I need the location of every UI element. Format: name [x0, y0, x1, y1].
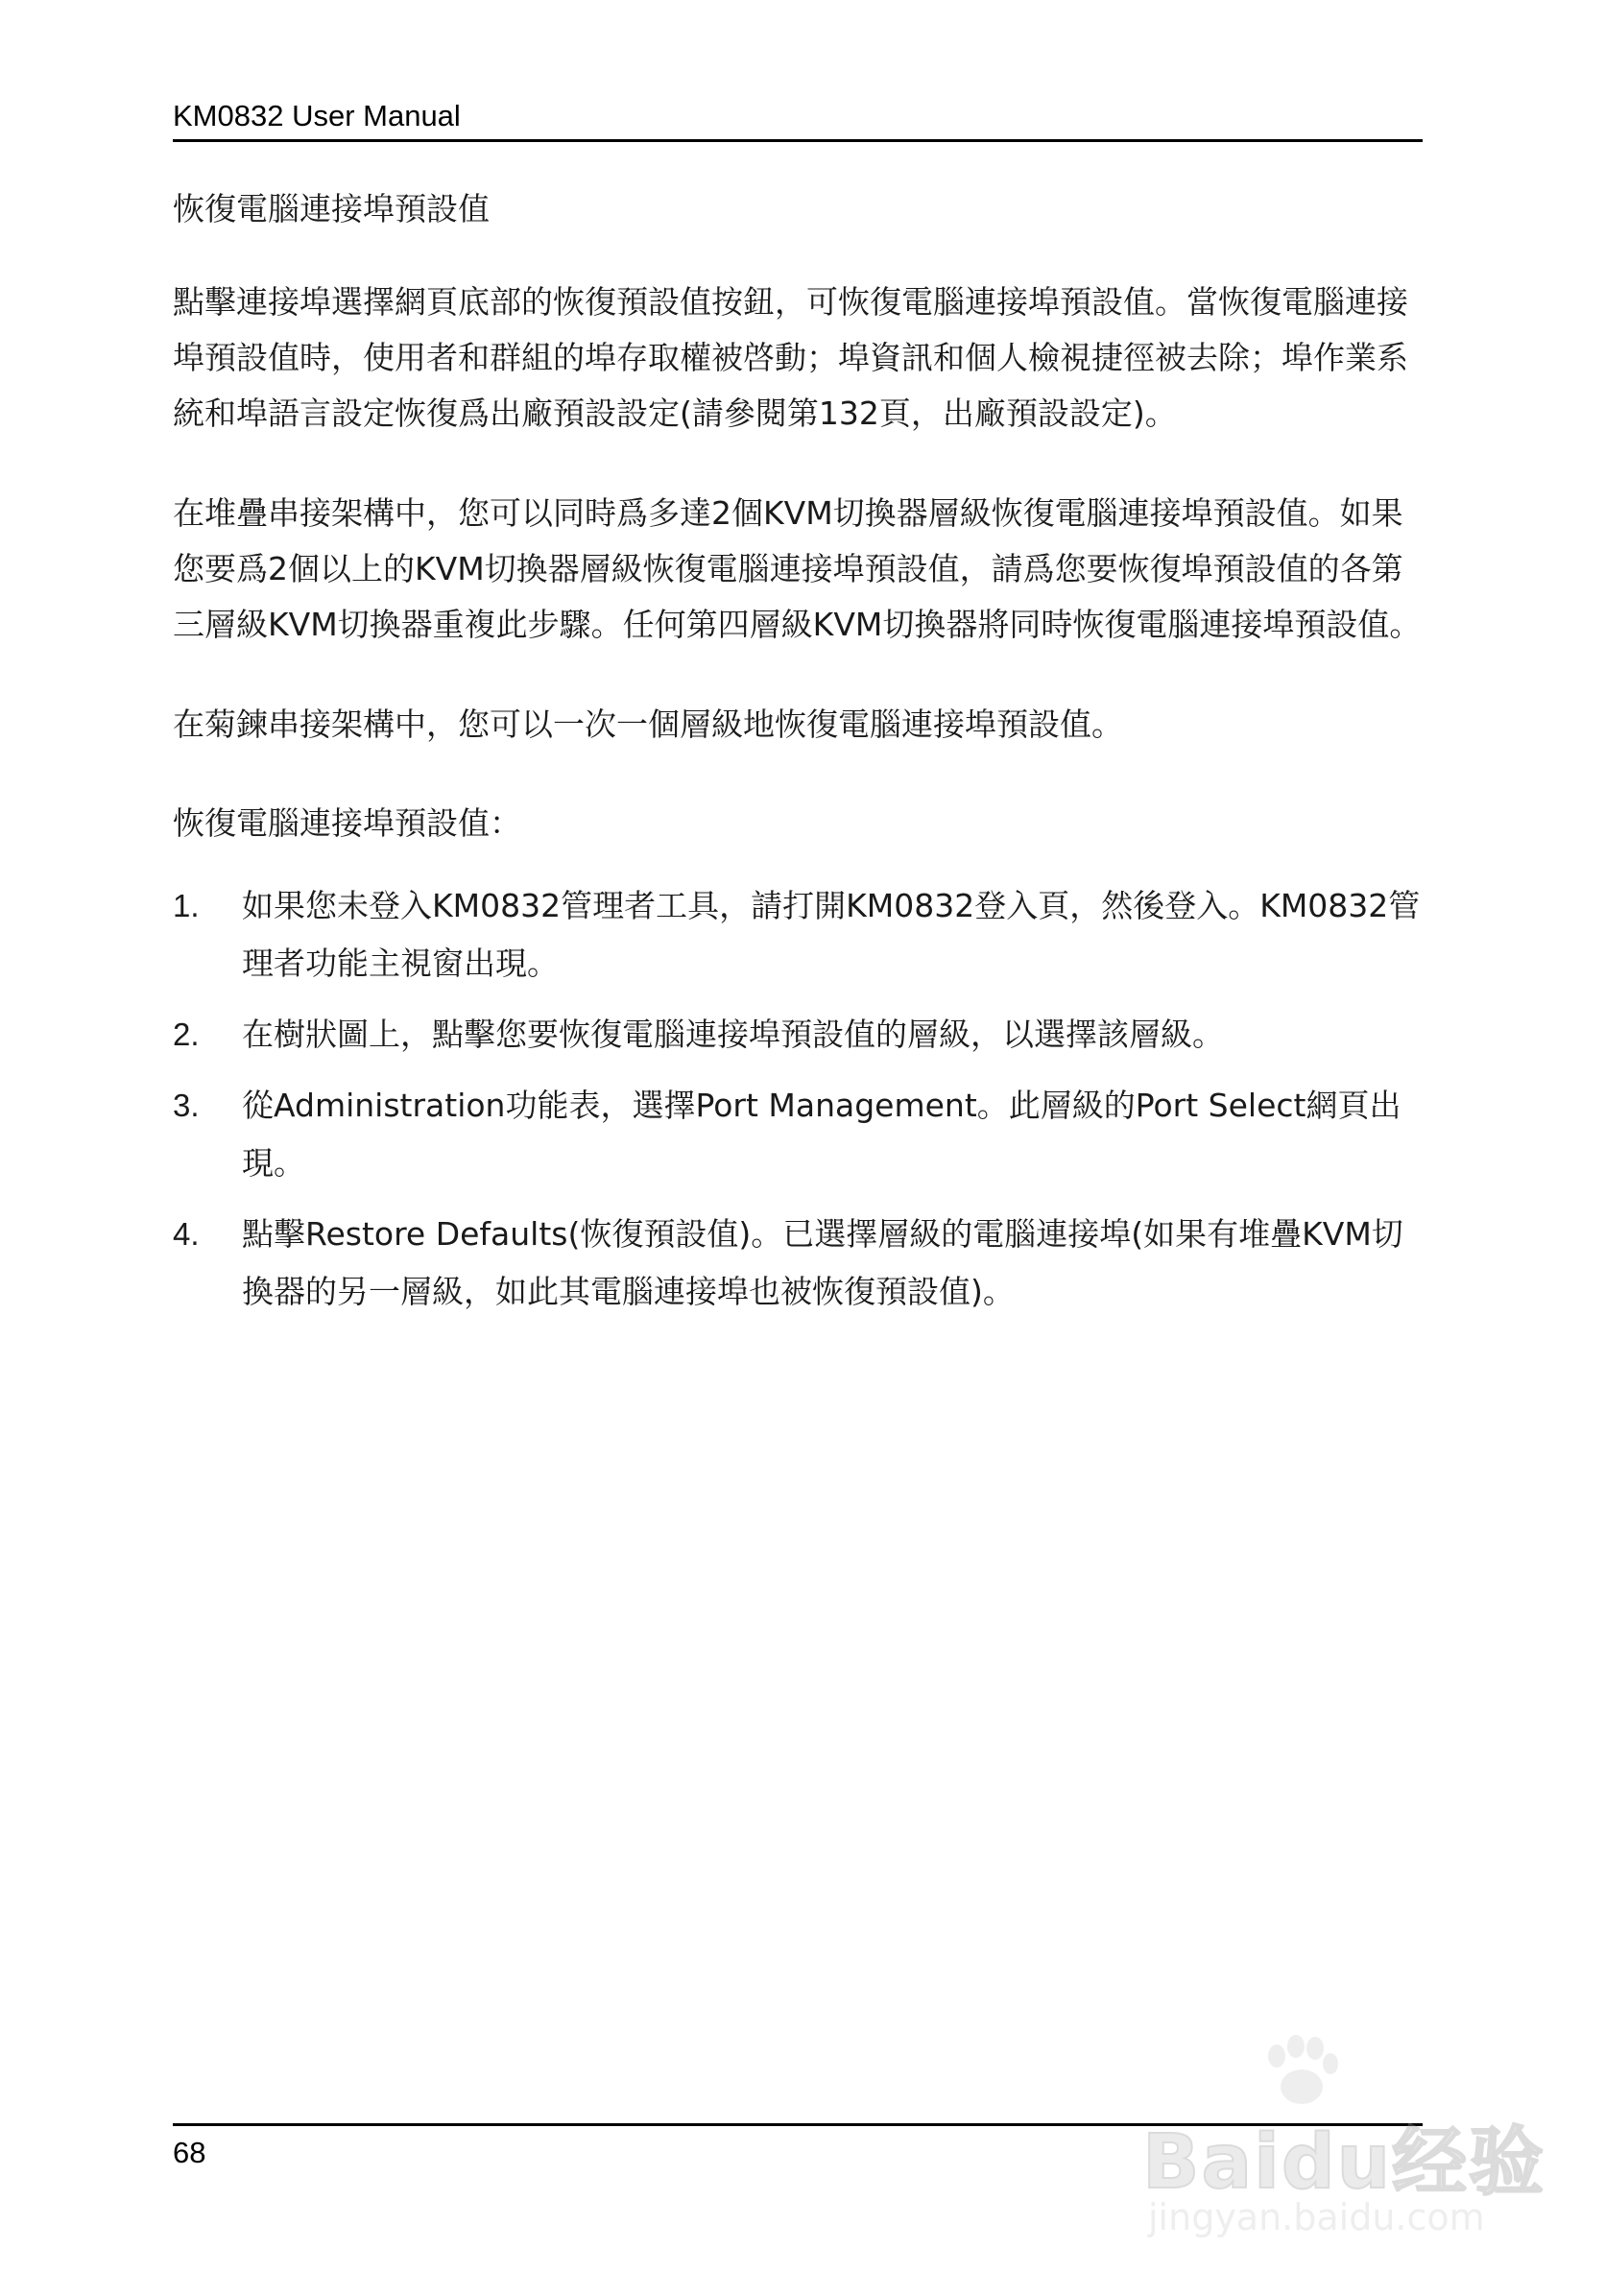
steps-lead: 恢復電腦連接埠預設值：: [173, 804, 521, 842]
page-content: [173, 182, 1423, 1334]
step-number: 2.: [173, 1016, 200, 1052]
step-text: 如果您未登入KM0832管理者工具，請打開KM0832登入頁，然後登入。KM0832管理者功能主視窗出現。: [242, 887, 1421, 982]
watermark-logo: Baidu经验: [1142, 2119, 1546, 2206]
steps-list: [173, 877, 1423, 1321]
paragraph-stacked: 在堆疊串接架構中，您可以同時爲多達2個KVM切換器層級恢復電腦連接埠預設值。如果您要爲2個以上的KVM切換器層級恢復電腦連接埠預設值，請爲您要恢復埠預設值的各第三層級KVM切換器重複此步驟。任何第四層級KVM切換器將同時恢復電腦連接埠預設值。: [173, 494, 1422, 643]
watermark: [1114, 2035, 1546, 2246]
watermark-url: jingyan.baidu.com: [1148, 2196, 1485, 2238]
step-text: 點擊Restore Defaults(恢復預設值)。已選擇層級的電腦連接埠(如果有堆疊KVM切換器的另一層級，如此其電腦連接埠也被恢復預設值)。: [242, 1215, 1403, 1310]
paragraph-daisychain: 在菊鍊串接架構中，您可以一次一個層級地恢復電腦連接埠預設值。: [173, 706, 1123, 743]
step-item: [173, 877, 1423, 993]
step-number: 3.: [173, 1088, 200, 1123]
step-item: [173, 1006, 1423, 1064]
step-text: 在樹狀圖上，點擊您要恢復電腦連接埠預設值的層級，以選擇該層級。: [242, 1016, 1224, 1053]
step-item: [173, 1077, 1423, 1192]
step-text: 從Administration功能表，選擇Port Management。此層級的Port Select網頁出現。: [242, 1087, 1401, 1182]
section-title: 恢復電腦連接埠預設值: [173, 190, 490, 227]
paragraph-intro: 點擊連接埠選擇網頁底部的恢復預設值按鈕，可恢復電腦連接埠預設值。當恢復電腦連接埠預設值時，使用者和群組的埠存取權被啓動；埠資訊和個人檢視捷徑被去除；埠作業系統和埠語言設定恢復爲出廠預設設定(請參閱第132頁，出廠預設設定)。: [173, 283, 1408, 432]
step-item: [173, 1206, 1423, 1321]
step-number: 1.: [173, 888, 200, 923]
paw-icon: [1258, 2035, 1344, 2112]
page-number: 68: [173, 2136, 206, 2169]
step-number: 4.: [173, 1216, 200, 1252]
page-header: [173, 98, 1423, 142]
document-title: KM0832 User Manual: [173, 99, 461, 132]
